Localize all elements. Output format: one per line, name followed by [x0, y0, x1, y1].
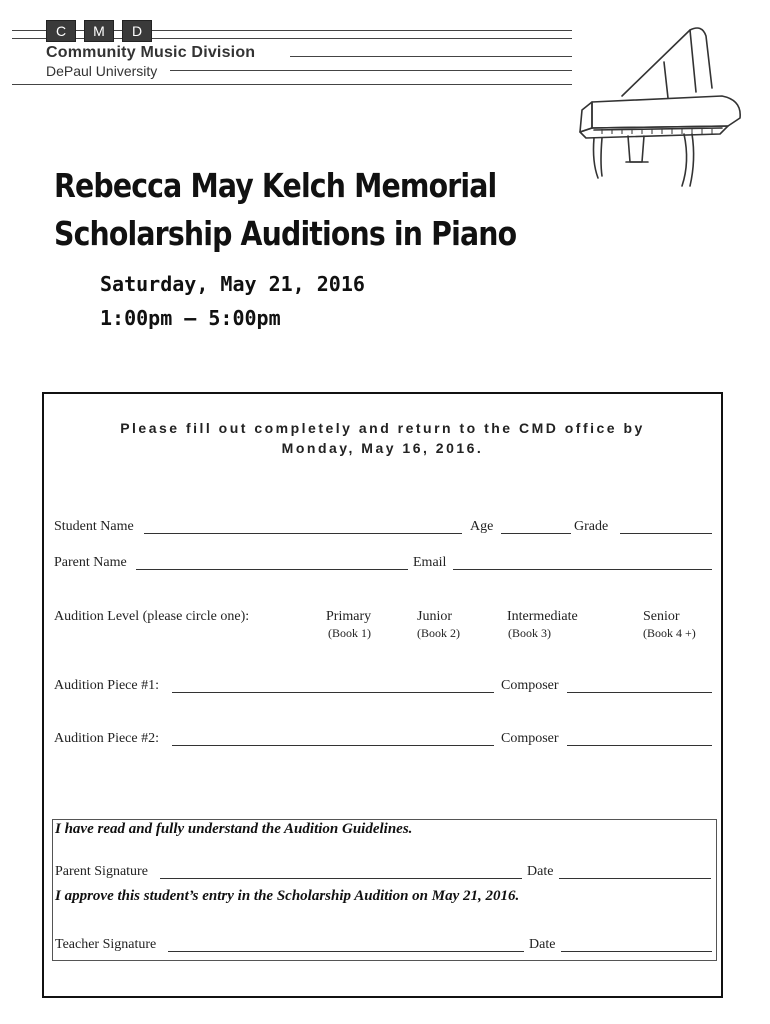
age-field[interactable]	[501, 533, 571, 534]
piece2-label: Audition Piece #2:	[54, 731, 159, 746]
level-intermediate-book: (Book 3)	[508, 626, 551, 640]
title-line-2: Scholarship Auditions in Piano	[54, 214, 517, 253]
level-senior[interactable]: Senior	[643, 609, 680, 624]
form-instructions	[42, 418, 723, 458]
logo-letter-c: C	[46, 20, 76, 42]
university-name: DePaul University	[46, 63, 158, 79]
student-name-field[interactable]	[144, 533, 462, 534]
parent-name-label: Parent Name	[54, 555, 127, 570]
level-senior-book: (Book 4 +)	[643, 626, 696, 640]
parent-name-field[interactable]	[136, 569, 408, 570]
email-label: Email	[413, 555, 447, 570]
parent-date-label: Date	[527, 864, 554, 879]
teacher-date-label: Date	[529, 937, 556, 952]
piece1-composer-field[interactable]	[567, 692, 712, 693]
age-label: Age	[470, 519, 494, 534]
audition-level-label: Audition Level (please circle one):	[54, 609, 250, 624]
grade-field[interactable]	[620, 533, 712, 534]
email-field[interactable]	[453, 569, 712, 570]
level-intermediate[interactable]: Intermediate	[507, 609, 578, 624]
page-title	[54, 162, 516, 258]
teacher-signature-label: Teacher Signature	[55, 937, 157, 952]
parent-date-field[interactable]	[559, 878, 711, 879]
logo-letter-m: M	[84, 20, 114, 42]
staff-line	[290, 56, 572, 57]
piece1-field[interactable]	[172, 692, 494, 693]
piece1-composer-label: Composer	[501, 678, 559, 693]
staff-line	[12, 84, 572, 85]
level-junior-book: (Book 2)	[417, 626, 460, 640]
teacher-signature-field[interactable]	[168, 951, 524, 952]
division-name: Community Music Division	[46, 44, 256, 61]
event-date: Saturday, May 21, 2016	[100, 272, 365, 296]
level-primary-book: (Book 1)	[328, 626, 371, 640]
student-name-label: Student Name	[54, 519, 134, 534]
event-time: 1:00pm – 5:00pm	[100, 306, 281, 330]
instructions-line-1: Please fill out completely and return to the CMD office by	[120, 420, 645, 436]
piece1-label: Audition Piece #1:	[54, 678, 159, 693]
staff-line	[170, 70, 572, 71]
logo-letter-d: D	[122, 20, 152, 42]
piece2-field[interactable]	[172, 745, 494, 746]
level-primary[interactable]: Primary	[326, 609, 372, 624]
parent-signature-field[interactable]	[160, 878, 522, 879]
teacher-approval-statement: I approve this student’s entry in the Scholarship Audition on May 21, 2016.	[55, 888, 520, 904]
piece2-composer-label: Composer	[501, 731, 559, 746]
piece2-composer-field[interactable]	[567, 745, 712, 746]
instructions-line-2: Monday, May 16, 2016.	[281, 440, 484, 456]
level-junior[interactable]: Junior	[417, 609, 452, 624]
grand-piano-illustration	[572, 22, 748, 190]
title-line-1: Rebecca May Kelch Memorial	[54, 166, 497, 205]
teacher-date-field[interactable]	[561, 951, 712, 952]
grade-label: Grade	[574, 519, 609, 534]
parent-signature-label: Parent Signature	[55, 864, 148, 879]
guidelines-statement: I have read and fully understand the Audition Guidelines.	[55, 821, 413, 837]
